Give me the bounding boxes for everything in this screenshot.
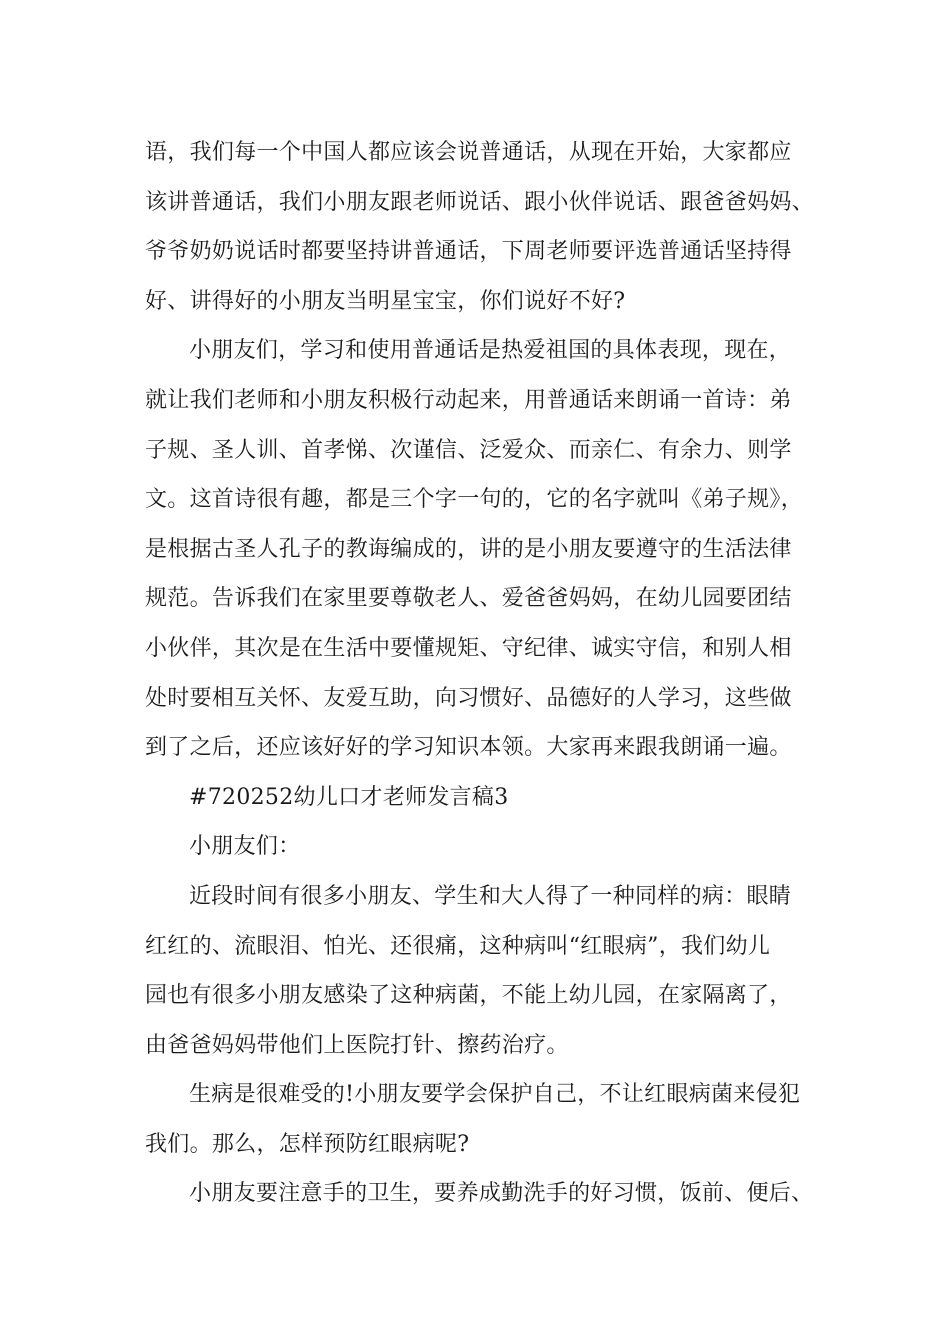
text-line: 小朋友们： bbox=[189, 834, 301, 860]
text-line: 小朋友要注意手的卫生，要养成勤洗手的好习惯，饭前、便后、 bbox=[189, 1181, 814, 1207]
paragraph bbox=[145, 1070, 825, 1169]
text-line: 爷爷奶奶说话时都要坚持讲普通话，下周老师要评选普通话坚持得 bbox=[145, 239, 792, 265]
text-line: 红红的、流眼泪、怕光、还很痛，这种病叫“红眼病”，我们幼儿 bbox=[145, 933, 771, 959]
text-line: 小朋友们，学习和使用普通话是热爱祖国的具体表现，现在， bbox=[189, 338, 792, 364]
text-line: #720252幼儿口才老师发言稿3 bbox=[189, 784, 509, 810]
text-line: 子规、圣人训、首孝悌、次谨信、泛爱众、而亲仁、有余力、则学 bbox=[145, 437, 792, 463]
text-line: 小伙伴，其次是在生活中要懂规矩、守纪律、诚实守信，和别人相 bbox=[145, 635, 792, 661]
paragraph bbox=[145, 872, 825, 1070]
text-line: 就让我们老师和小朋友积极行动起来，用普通话来朗诵一首诗：弟 bbox=[145, 387, 792, 413]
text-line: 语，我们每一个中国人都应该会说普通话，从现在开始，大家都应 bbox=[145, 140, 792, 165]
paragraph bbox=[145, 128, 825, 326]
text-line: 该讲普通话，我们小朋友跟老师说话、跟小伙伴说话、跟爸爸妈妈、 bbox=[145, 189, 815, 215]
text-line: 园也有很多小朋友感染了这种病菌，不能上幼儿园，在家隔离了， bbox=[145, 983, 792, 1009]
text-line: 到了之后，还应该好好的学习知识本领。大家再来跟我朗诵一遍。 bbox=[145, 735, 792, 761]
text-line: 规范。告诉我们在家里要尊敬老人、爱爸爸妈妈，在幼儿园要团结 bbox=[145, 586, 792, 612]
text-line: 生病是很难受的!小朋友要学会保护自己，不让红眼病菌来侵犯 bbox=[189, 1082, 801, 1108]
text-line: 近段时间有很多小朋友、学生和大人得了一种同样的病：眼睛 bbox=[189, 883, 792, 909]
text-line: 由爸爸妈妈带他们上医院打针、擦药治疗。 bbox=[145, 1032, 569, 1058]
text-line: 文。这首诗很有趣，都是三个字一句的，它的名字就叫《弟子规》， bbox=[145, 487, 804, 513]
text-line: 我们。那么，怎样预防红眼病呢? bbox=[145, 1131, 470, 1157]
text-line: 是根据古圣人孔子的教诲编成的，讲的是小朋友要遵守的生活法律 bbox=[145, 536, 792, 562]
text-line: 好、讲得好的小朋友当明星宝宝，你们说好不好? bbox=[145, 288, 626, 314]
paragraph bbox=[145, 822, 825, 872]
paragraph bbox=[145, 326, 825, 772]
paragraph bbox=[145, 773, 825, 823]
text-line: 处时要相互关怀、友爱互助，向习惯好、品德好的人学习，这些做 bbox=[145, 685, 792, 711]
paragraph bbox=[145, 1169, 825, 1219]
document-page bbox=[145, 128, 825, 1219]
